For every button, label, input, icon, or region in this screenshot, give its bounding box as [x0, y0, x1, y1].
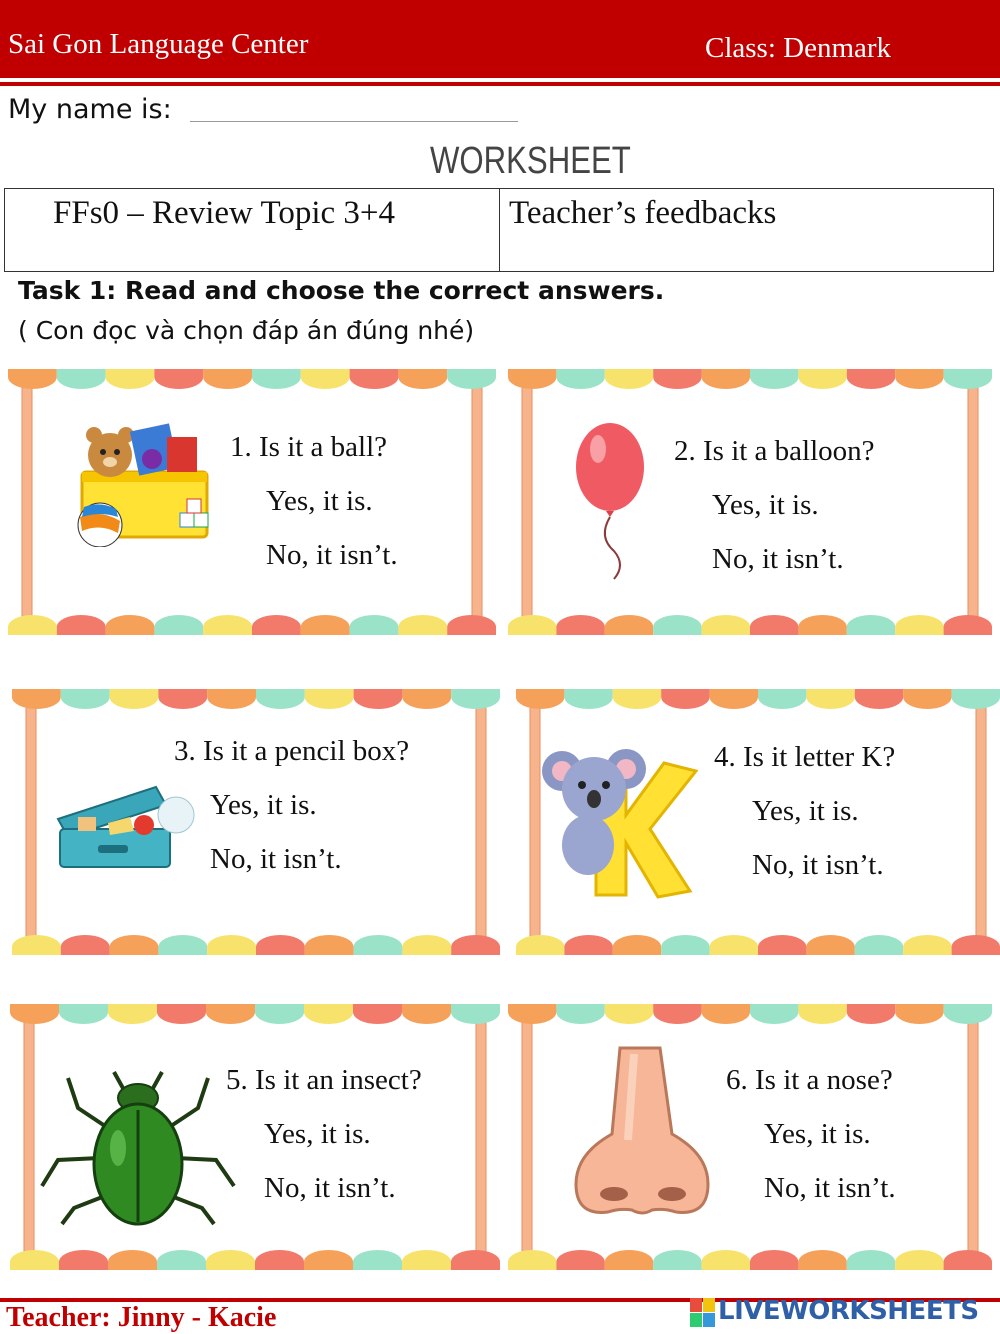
name-label: My name is: — [8, 94, 172, 125]
balloon-icon — [570, 417, 650, 587]
answer-yes[interactable]: Yes, it is. — [264, 1118, 371, 1150]
class-name: Class: Denmark — [705, 32, 892, 64]
topic-cell: FFs0 – Review Topic 3+4 — [53, 195, 396, 231]
info-table — [4, 188, 994, 272]
table-divider — [499, 189, 500, 271]
koala-letter-k-icon — [538, 745, 698, 905]
question-text: 2. Is it a balloon? — [674, 435, 875, 467]
toy-box-icon — [72, 417, 222, 547]
beetle-icon — [38, 1068, 238, 1226]
header-bar — [0, 0, 1000, 78]
question-card-1 — [8, 365, 496, 637]
school-name: Sai Gon Language Center — [8, 28, 309, 60]
answer-no[interactable]: No, it isn’t. — [264, 1172, 396, 1204]
answer-yes[interactable]: Yes, it is. — [210, 789, 317, 821]
header-divider — [0, 82, 1000, 86]
answer-no[interactable]: No, it isn’t. — [210, 843, 342, 875]
nose-icon — [568, 1044, 718, 1220]
question-card-5 — [10, 1000, 500, 1272]
answer-yes[interactable]: Yes, it is. — [764, 1118, 871, 1150]
name-field[interactable] — [190, 121, 518, 122]
question-text: 3. Is it a pencil box? — [174, 735, 410, 767]
question-card-2 — [508, 365, 992, 637]
liveworksheets-logo-icon — [690, 1298, 716, 1332]
question-text: 6. Is it a nose? — [726, 1064, 893, 1096]
answer-yes[interactable]: Yes, it is. — [266, 485, 373, 517]
answer-no[interactable]: No, it isn’t. — [266, 539, 398, 571]
task-subtitle: ( Con đọc và chọn đáp án đúng nhé) — [18, 316, 475, 345]
question-text: 4. Is it letter K? — [714, 741, 896, 773]
question-card-4 — [516, 685, 1000, 957]
task-title: Task 1: Read and choose the correct answers. — [18, 276, 665, 305]
feedback-cell: Teacher’s feedbacks — [509, 195, 777, 231]
answer-no[interactable]: No, it isn’t. — [764, 1172, 896, 1204]
brand-name: LIVEWORKSHEETS — [718, 1296, 979, 1326]
question-text: 5. Is it an insect? — [226, 1064, 422, 1096]
question-text: 1. Is it a ball? — [230, 431, 388, 463]
teacher-name: Teacher: Jinny - Kacie — [6, 1302, 277, 1333]
answer-yes[interactable]: Yes, it is. — [752, 795, 859, 827]
answer-no[interactable]: No, it isn’t. — [712, 543, 844, 575]
answer-yes[interactable]: Yes, it is. — [712, 489, 819, 521]
lunch-box-icon — [48, 777, 198, 877]
answer-no[interactable]: No, it isn’t. — [752, 849, 884, 881]
worksheet-title: WORKSHEET — [430, 140, 631, 182]
question-card-6 — [508, 1000, 992, 1272]
question-card-3 — [12, 685, 500, 957]
